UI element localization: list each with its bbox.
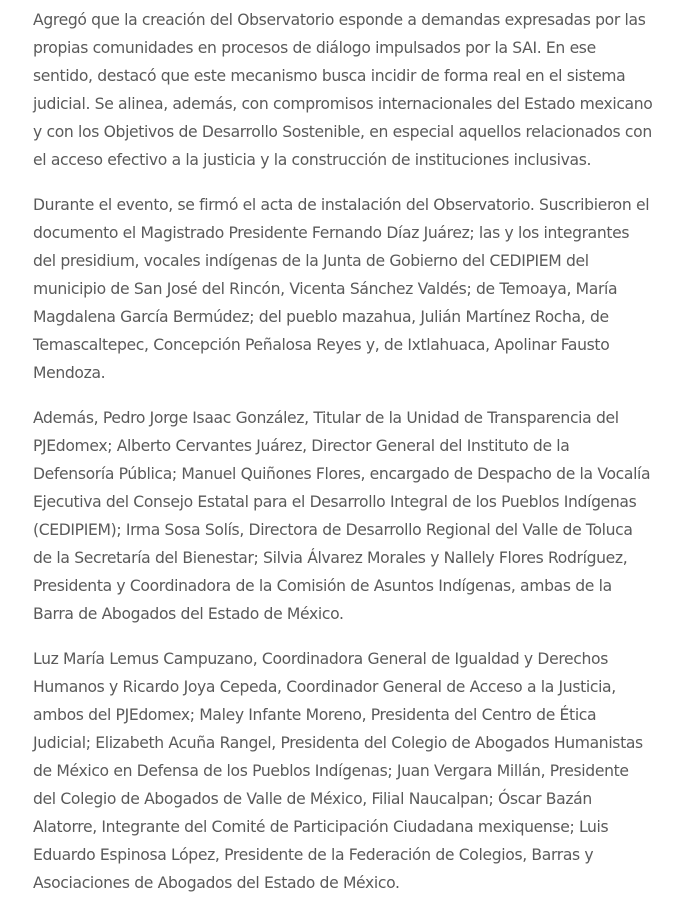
paragraph-firma-acta: Durante el evento, se firmó el acta de instalación del Observatorio. Suscribieron el documento el Magistrado Presidente Fernando Díaz Juárez; las y los integrantes del presidium, vocales indígenas de la Junta de Gobierno del CEDIPIEM del municipio de San José del Rincón, Vicenta Sánchez Valdés; de Temoaya, María Magdalena García Bermúdez; del pueblo mazahua, Julián Martínez Rocha, de Temascaltepec, Concepción Peñalosa Reyes y, de Ixtlahuaca, Apolinar Fausto Mendoza. [33,196,650,382]
paragraph-asistentes-institucionales: Además, Pedro Jorge Isaac González, Titular de la Unidad de Transparencia del PJEdomex; Alberto Cervantes Juárez, Director General del Instituto de la Defensoría Pública; Manuel Quiñones Flores, encargado de Despacho de la Vocalía Ejecutiva del Consejo Estatal para el Desarrollo Integral de los Pueblos Indígenas (CEDIPIEM); Irma Sosa Solís, Directora de Desarrollo Regional del Valle de Toluca de la Secretaría del Bienestar; Silvia Álvarez Morales y Nallely Flores Rodríguez, Presidenta y Coordinadora de la Comisión de Asuntos Indígenas, ambas de la Barra de Abogados del Estado de México. [33,409,651,623]
paragraph-observatorio-origen: Agregó que la creación del Observatorio esponde a demandas expresadas por las propias comunidades en procesos de diálogo impulsados por la SAI. En ese sentido, destacó que este mecanismo busca incidir de forma real en el sistema judicial. Se alinea, además, con compromisos internacionales del Estado mexicano y con los Objetivos de Desarrollo Sostenible, en especial aquellos relacionados con el acceso efectivo a la justicia y la construcción de instituciones inclusivas. [33,11,653,169]
paragraph-asistentes-colegios: Luz María Lemus Campuzano, Coordinadora General de Igualdad y Derechos Humanos y Ricardo Joya Cepeda, Coordinador General de Acceso a la Justicia, ambos del PJEdomex; Maley Infante Moreno, Presidenta del Centro de Ética Judicial; Elizabeth Acuña Rangel, Presidenta del Colegio de Abogados Humanistas de México en Defensa de los Pueblos Indígenas; Juan Vergara Millán, Presidente del Colegio de Abogados de Valle de México, Filial Naucalpan; Óscar Bazán Alatorre, Integrante del Comité de Participación Ciudadana mexiquense; Luis Eduardo Espinosa López, Presidente de la Federación de Colegios, Barras y Asociaciones de Abogados del Estado de México. [33,650,643,892]
